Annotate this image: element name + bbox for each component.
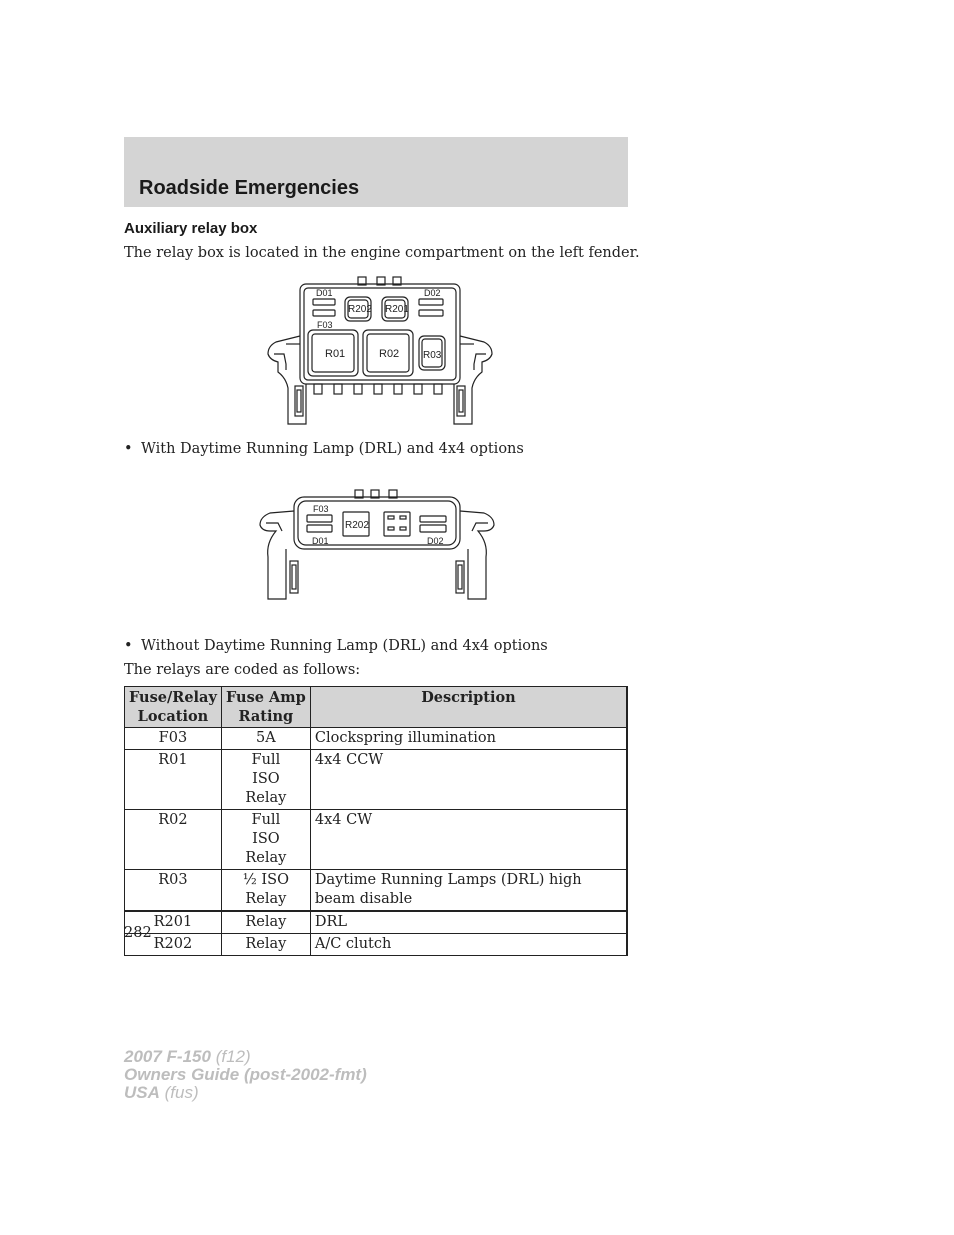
relay-box-diagram-drl-4x4 xyxy=(262,274,498,432)
section-title: Roadside Emergencies xyxy=(139,177,360,199)
cell-description: Clockspring illumination xyxy=(310,728,627,750)
header-rating: Fuse Amp Rating xyxy=(221,687,310,728)
cell-rating: Relay xyxy=(221,911,310,934)
cell-location: R01 xyxy=(125,750,222,810)
cell-description: Daytime Running Lamps (DRL) high beam disable xyxy=(310,870,627,912)
cell-rating: Relay xyxy=(221,934,310,956)
label2-r202: R202 xyxy=(345,520,369,531)
cell-description: 4x4 CW xyxy=(310,810,627,870)
table-row xyxy=(125,750,628,810)
table-row xyxy=(125,934,628,956)
cell-location: R201 xyxy=(125,911,222,934)
cell-rating: 5A xyxy=(221,728,310,750)
section-header xyxy=(124,137,628,207)
header-description: Description xyxy=(310,687,627,728)
cell-location: F03 xyxy=(125,728,222,750)
footer-line-3: USA (fus) xyxy=(124,1083,199,1102)
label-r201: R201 xyxy=(385,304,409,315)
label-d01: D01 xyxy=(316,288,333,298)
cell-rating: Full ISO Relay xyxy=(221,750,310,810)
cell-location: R202 xyxy=(125,934,222,956)
label2-f03: F03 xyxy=(313,504,329,514)
table-row xyxy=(125,911,628,934)
label-r02: R02 xyxy=(379,348,400,360)
cell-location: R03 xyxy=(125,870,222,912)
footer-line-1: 2007 F-150 (f12) xyxy=(124,1047,251,1066)
cell-location: R02 xyxy=(125,810,222,870)
cell-rating: ½ ISO Relay xyxy=(221,870,310,912)
label-f03: F03 xyxy=(317,320,333,330)
relay-codes-table xyxy=(124,686,628,956)
subheading: Auxiliary relay box xyxy=(124,220,258,237)
table-row xyxy=(125,728,628,750)
table-row xyxy=(125,870,628,912)
relay-box-diagram-no-drl xyxy=(256,487,498,607)
label2-d02: D02 xyxy=(427,536,444,546)
label-d02: D02 xyxy=(424,288,441,298)
caption-without-drl: • Without Daytime Running Lamp (DRL) and 4x4 options xyxy=(124,638,548,654)
page-number: 282 xyxy=(124,925,152,941)
label-r202: R202 xyxy=(348,304,372,315)
label-r01: R01 xyxy=(325,348,346,360)
document-footer xyxy=(124,1048,367,1102)
footer-line-2: Owners Guide (post-2002-fmt) xyxy=(124,1065,367,1084)
intro-paragraph: The relay box is located in the engine compartment on the left fender. xyxy=(124,245,640,261)
caption-with-drl: • With Daytime Running Lamp (DRL) and 4x4 options xyxy=(124,441,524,457)
cell-rating: Full ISO Relay xyxy=(221,810,310,870)
cell-description: DRL xyxy=(310,911,627,934)
header-location: Fuse/Relay Location xyxy=(125,687,222,728)
table-row xyxy=(125,810,628,870)
label-r03: R03 xyxy=(423,350,442,361)
cell-description: 4x4 CCW xyxy=(310,750,627,810)
relays-intro: The relays are coded as follows: xyxy=(124,662,361,678)
cell-description: A/C clutch xyxy=(310,934,627,956)
table-header-row xyxy=(125,687,628,728)
label2-d01: D01 xyxy=(312,536,329,546)
